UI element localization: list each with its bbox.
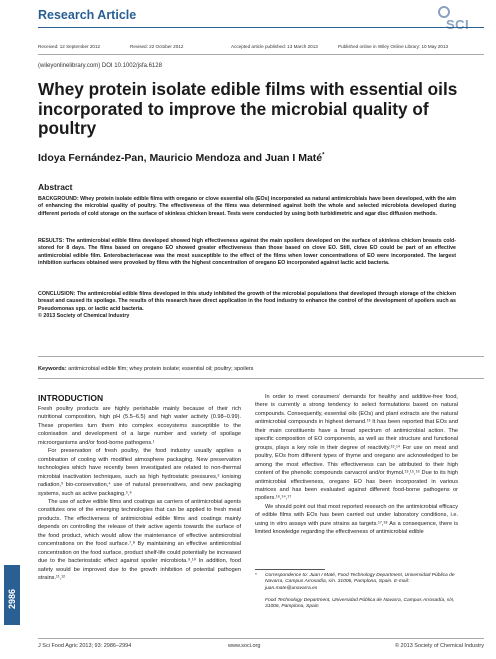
results-text: The antimicrobial edible films developed showed high effectiveness against the main spoilers developed on the surface of skinless chicken breasts cold-stored for 8 days. The films based on oregano EO showed greater effectiveness than those based on clove EO. Still, clove EO could be part of an effective antimicrobial edible film. Enterobacteriaceae was the most susceptible to the effect of the films when lower concentrations of EO were incorporated. The largest inhibition surfaces obtained were provoked by films with the highest concentration of oregano EO incorporated against lactic acid bacteria. — [38, 238, 456, 267]
paragraph: The use of active edible films and coatings as carriers of antimicrobial agents constitutes one of the emerging technologies that can be applied to fresh meat products. The effectiveness of antimicrobial edible films and coatings mainly depends on controlling the release of their active agents towards the surface of the food product, which would allow the maintenance of effective antimicrobial concentrations on the food surface.⁷,⁸ By maintaining an effective antimicrobial concentration on the food surface, product shelf-life could potentially be increased due to the bacteriostatic effect against spoiler microbiota.⁹,¹⁰ In addition, food safety would be improved due to the growth inhibition of potential pathogen strains.¹¹,¹² — [38, 498, 241, 582]
header-rule — [38, 27, 484, 28]
received-date: Received: 12 September 2012 — [38, 44, 101, 49]
correspondence-text: Correspondence to: Juan I Maté, Food Technology Department, Universidad Pública de Navarra, Campus Arrosadía, s/n. 31006, Pamplona, Spain. E-mail: juan.mate@unavarra.es — [265, 573, 455, 591]
keywords-rule-bottom — [38, 378, 484, 379]
conclusion-label: CONCLUSION: — [38, 291, 76, 297]
results-label: RESULTS: — [38, 238, 65, 244]
abstract-copyright: © 2013 Society of Chemical Industry — [38, 313, 130, 320]
journal-citation: J Sci Food Agric 2013; 93: 2986–2994 — [38, 643, 132, 649]
paragraph: In order to meet consumers' demands for healthy and additive-free food, there is currently a strong tendency to select formulations based on natural compounds. Consequently, essential oils (EOs) and plant extracts are the natural antimicrobial compounds in highest demand.¹³ It has been reported that EOs and their main constituents have a broad spectrum of antimicrobial action. The specific composition of EO components, as well as their structure and functional groups, plays a key role in their degree of reactivity.¹³,¹⁴ For use on meat and poultry, EOs from different types of thyme and oregano are acknowledged to be among the most effective. This effectiveness can be attributed to their high content of the phenolic compounds carvacrol and/or thymol.¹³,¹⁵,¹⁶ Due to its high antimicrobial effectiveness, oregano EO has been incorporated in various matrices and has been evaluated against different food-borne pathogens or spoilers.¹⁶,¹⁴,¹⁷ — [255, 394, 458, 502]
online-date: Published online in Wiley Online Library: 10 May 2013 — [338, 44, 449, 49]
footnote-rule — [255, 569, 325, 570]
keywords-label: Keywords: — [38, 366, 67, 372]
accepted-date: Accepted article published: 13 March 2013 — [231, 44, 318, 49]
introduction-heading: INTRODUCTION — [38, 393, 104, 403]
sci-logo — [434, 6, 482, 34]
abstract-conclusion — [38, 291, 456, 321]
page-number: 2986 — [7, 588, 17, 610]
dates-rule — [38, 54, 484, 55]
abstract-heading: Abstract — [38, 182, 73, 192]
affiliation-text: Food Technology Department, Universidad Pública de Navarra, Campus Arrosadía, s/n, 31006, Pamplona, Spain — [265, 598, 455, 610]
article-title: Whey protein isolate edible films with essential oils incorporated to improve the microbial quality of poultry — [38, 79, 458, 138]
abstract-background — [38, 196, 456, 218]
intro-left-column — [38, 405, 241, 583]
conclusion-text: The antimicrobial edible films developed in this study inhibited the growth of the microbial populations that developed through storage of the chicken breast and caused its spoilage. The results of this research have direct application in the food industry to enhance the control of the development of spoilers such as Pseudomonas spp. or lactic acid bacteria. — [38, 291, 456, 312]
footer-copyright: © 2013 Society of Chemical Industry — [394, 643, 484, 649]
abstract-results — [38, 238, 456, 268]
corresponding-mark: * — [322, 152, 325, 159]
journal-website: www.soci.org — [228, 643, 261, 649]
revised-date: Revised: 22 October 2012 — [130, 44, 184, 49]
paragraph: Fresh poultry products are highly perishable mainly because of their rich nutritional composition, high pH (5.5–6.5) and high water activity (0.98–0.99). These properties turn them into complex ecosystems susceptible to the colonisation and development of a large number and variety of spoilage microorganisms and/or food-borne pathogens.¹ — [38, 406, 241, 446]
keywords-rule-top — [38, 356, 484, 357]
logo-text: SCI — [446, 17, 470, 32]
background-text: Whey protein isolate edible films with oregano or clove essential oils (EOs) incorporated as natural antimicrobials have been developed, with the aim of enhancing the microbial quality of poultry. The effectiveness of the films was determined against both the whole and selected microbiota developed during different periods of cold storage on the surface of skinless chicken breast. Tests were conducted by using both turbidimetric and agar disc diffusion methods. — [38, 196, 456, 217]
section-heading: Research Article — [38, 8, 137, 22]
intro-right-column — [255, 393, 458, 537]
keywords-text: antimicrobial edible film; whey protein isolate; essential oil; poultry; spoilers — [66, 366, 254, 372]
footnote-mark: * — [255, 573, 257, 578]
doi-line: (wileyonlinelibrary.com) DOI 10.1002/jsfa.6128 — [38, 63, 162, 69]
paragraph: We should point out that most reported research on the antimicrobial efficacy of edible films with EOs has been carried out under laboratory conditions, i.e. using in vitro assays with pure strains as targets.¹⁷,¹⁸ As a consequence, there is limited knowledge regarding the effectiveness of antimicrobial edible — [255, 503, 458, 536]
author-names: Idoya Fernández-Pan, Mauricio Mendoza and Juan I Maté — [38, 152, 323, 164]
footer-rule — [38, 638, 484, 639]
author-list — [38, 152, 324, 164]
correspondence-footnote — [255, 573, 458, 592]
background-label: BACKGROUND: — [38, 196, 79, 202]
paragraph: For preservation of fresh poultry, the food industry usually applies a combination of cooling with modified atmosphere packaging. New preservation technologies which have recently been investigated are related to non-thermal microbial inactivation techniques, such as high hydrostatic pressures,² ionising radiation,³ bio-conservation,⁴ use of natural preservatives, and new packaging systems, such as active packaging.⁵,⁶ — [38, 448, 241, 497]
affiliation-footnote — [255, 598, 458, 611]
keywords — [38, 366, 456, 372]
